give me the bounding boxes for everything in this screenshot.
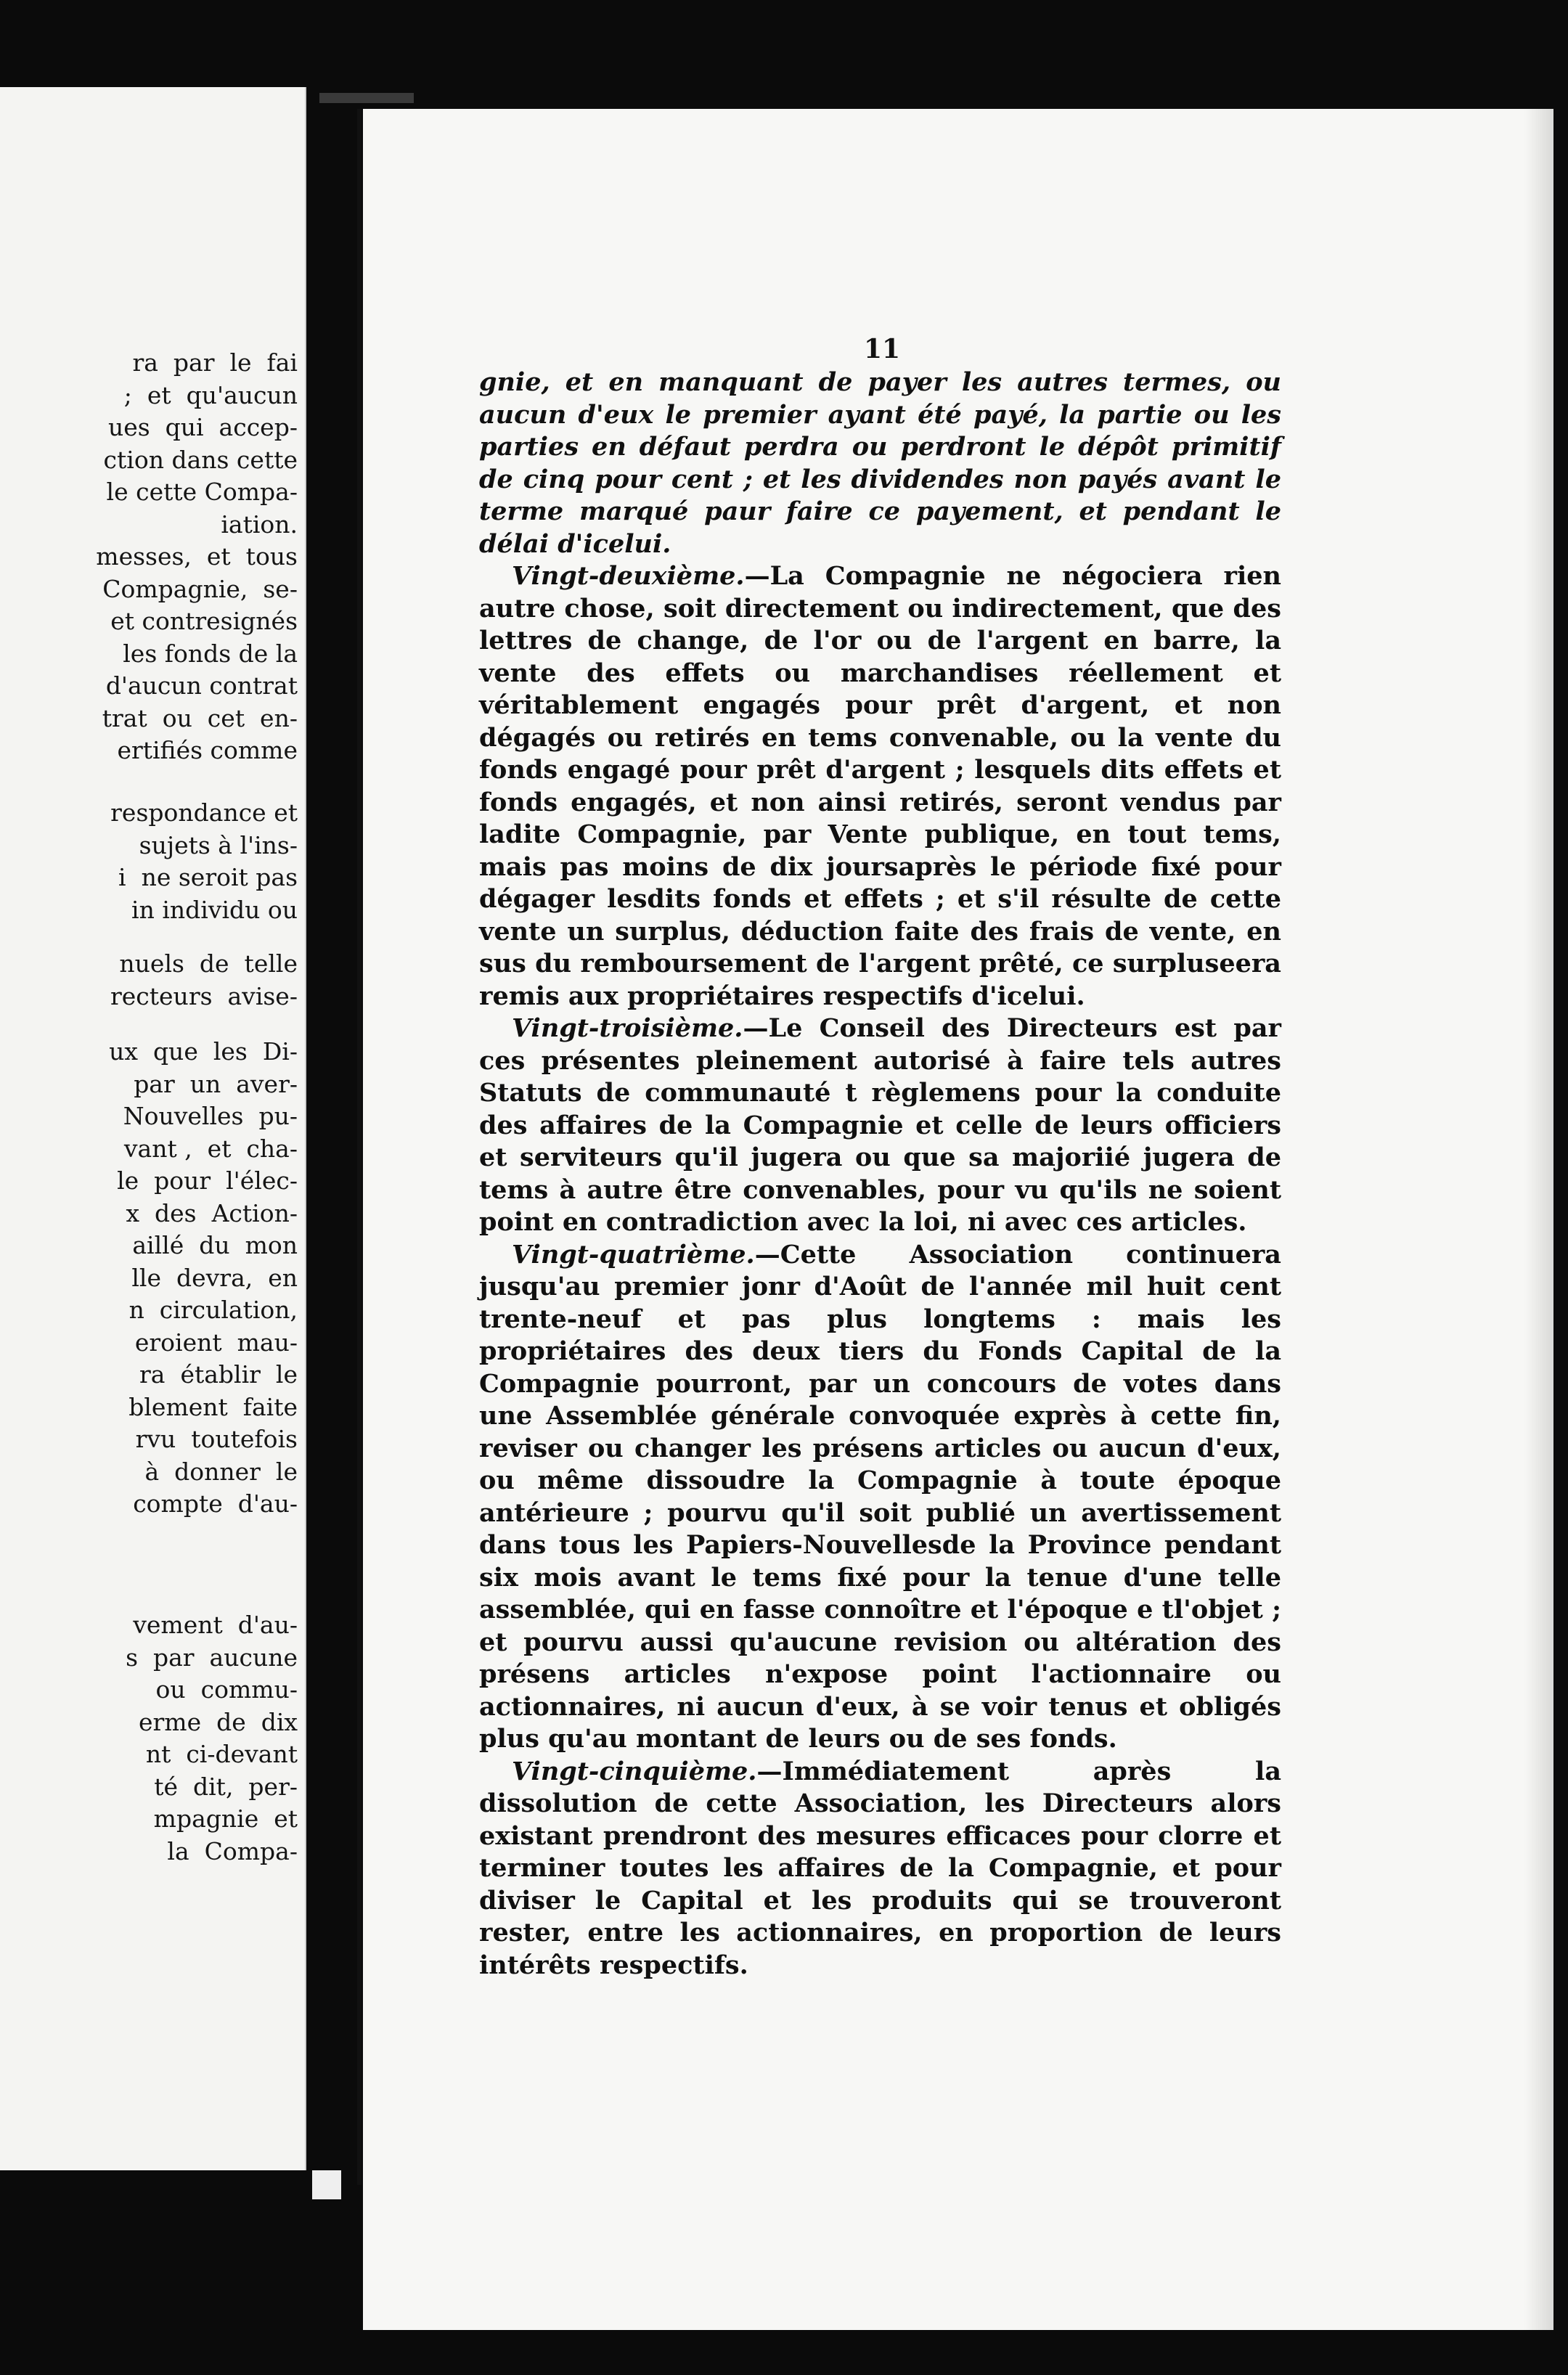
article-24: [479, 1239, 1281, 1756]
left-page-text-block-3: nuels de telle recteurs avise-: [110, 949, 298, 1010]
article-25: [479, 1756, 1281, 1982]
page-gutter-line: [357, 109, 362, 2185]
left-page-text-block-2: respondance et sujets à l'ins- i ne seroit pas in individu ou: [110, 798, 298, 924]
article-text: [479, 367, 1281, 1982]
left-facing-page: [0, 87, 306, 2170]
article-body: —Cette Association continuera jusqu'au premier jonr d'Août de l'année mil huit cent trente-neuf et pas plus longtems : mais les propriétaires des deux tiers du Fonds Capital de la Compagnie pourront, par un concours de votes dans une Assemblée générale convoquée exprès à cette fin, reviser ou changer les présens articles ou aucun d'eux, ou même dissoudre la Compagnie à toute époque antérieure ; pourvu qu'il soit publié un avertissement dans tous les Papiers-Nouvellesde la Province pendant six mois avant le tems fixé pour la tenue d'une telle assemblée, qui en fasse connoître et l'époque e tl'objet ; et pourvu aussi qu'aucune revision ou altération des présens articles n'expose point l'actionnaire ou actionnaires, ni aucun d'eux, à se voir tenus et obligés plus qu'au montant de leurs ou de ses fonds.: [479, 1239, 1281, 1754]
article-body: —Immédiatement après la dissolution de cette Association, les Directeurs alors existant prendront des mesures efficaces pour clorre et terminer toutes les affaires de la Compagnie, et pour diviser le Capital et les produits qui se trouveront rester, entre les actionnaires, en proportion de leurs intérêts respectifs.: [479, 1756, 1281, 1980]
page-edge-shadow: [1524, 109, 1553, 2330]
left-page-text-block-4: ux que les Di- par un aver- Nouvelles pu- vant , et cha- le pour l'élec- x des Action- aillé du mon lle devra, en n circulation, eroient mau- ra établir le blement faite rvu toutefois à donner le compte d'au-: [109, 1037, 298, 1518]
continuation-paragraph: gnie, et en manquant de payer les autres termes, ou aucun d'eux le premier ayant été payé, la partie ou les parties en défaut perdra ou perdront le dépôt primitif de cinq pour cent ; et les dividendes non payés avant le terme marqué paur faire ce payement, et pendant le délai d'icelui.: [479, 367, 1281, 559]
article-heading: Vingt-troisième.: [512, 1013, 743, 1043]
article-body: —La Compagnie ne négociera rien autre chose, soit directement ou indirectement, que des lettres de change, de l'or ou de l'argent en barre, la vente des effets ou marchandises réellement et véritablement engagés pour prêt d'argent, et non dégagés ou retirés en tems convenable, ou la vente du fonds engagé pour prêt d'argent ; lesquels dits effets et fonds engagés, et non ainsi retirés, seront vendus par ladite Compagnie, par Vente publique, en tout tems, mais pas moins de dix joursaprès le période fixé pour dégager lesdits fonds et effets ; et s'il résulte de cette vente un surplus, déduction faite des frais de vente, en sus du remboursement de l'argent prêté, ce surpluseera remis aux propriétaires respectifs d'icelui.: [479, 561, 1281, 1011]
article-body: —Le Conseil des Directeurs est par ces présentes pleinement autorisé à faire tels autres Statuts de communauté t règlemens pour la conduite des affaires de la Compagnie et celle de leurs officiers et serviteurs qu'il jugera ou que sa majoriié jugera de tems à autre être convenables, pour vu qu'ils ne soient point en contradiction avec la loi, ni avec ces articles.: [479, 1013, 1281, 1237]
binding-clip: [319, 93, 414, 103]
left-page-text-block-5: vement d'au- s par aucune ou commu- erme de dix nt ci-devant té dit, per- mpagnie et la Compa-: [126, 1611, 298, 1865]
article-23: [479, 1013, 1281, 1239]
article-heading: Vingt-quatrième.: [512, 1239, 755, 1270]
left-page-text-block-1: ra par le fai ; et qu'aucun ues qui accep- ction dans cette le cette Compa- iation. messes, et tous Compagnie, se- et contresignés les fonds de la d'aucun contrat trat ou cet en- ertifiés comme: [96, 348, 298, 764]
right-page: [363, 109, 1553, 2330]
article-heading: Vingt-cinquième.: [512, 1756, 757, 1786]
article-22: [479, 560, 1281, 1013]
article-heading: Vingt-deuxième.: [512, 561, 745, 591]
page-number: 11: [864, 334, 901, 364]
page-tab-mark: [312, 2170, 341, 2199]
